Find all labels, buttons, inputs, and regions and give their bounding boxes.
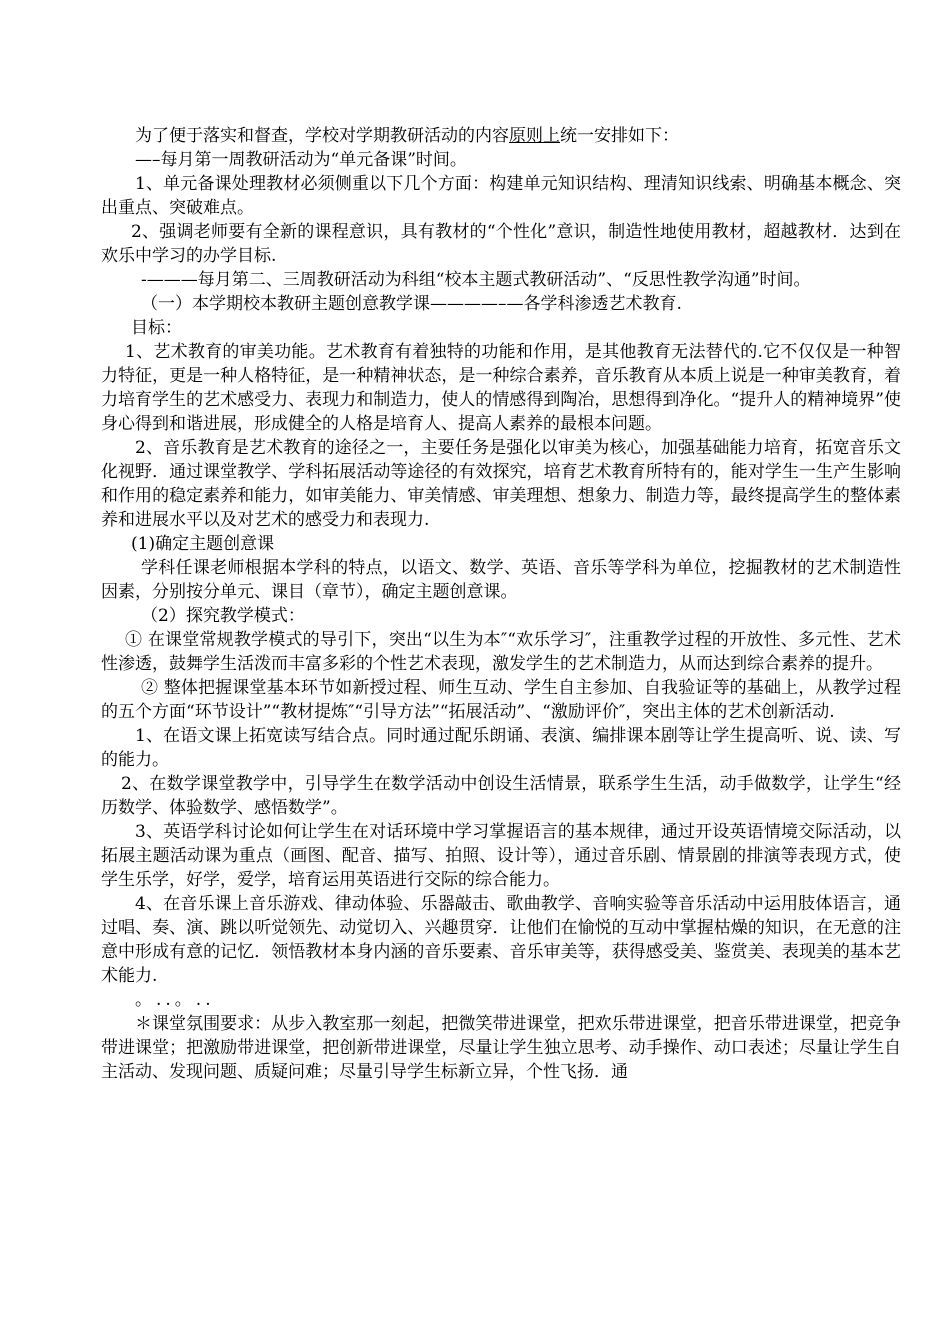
mode1-paragraph: ① 在课堂常规教学模式的导引下，突出“以生为本″“欢乐学习″，注重教学过程的开放性、多元性、艺术性渗透，鼓舞学生活泼而丰富多彩的个性艺术表现，激发学生的艺术制造力，从而达到综合素养的提升。 (101, 630, 901, 674)
week23-heading: -———每月第二、三周教研活动为科组“校本主题式教研活动”、“反思性教学沟通”时间。 (141, 270, 811, 290)
item1-paragraph: 1、单元备课处理教材必须侧重以下几个方面：构建单元知识结构、理清知识线索、明确基本概念、突出重点、突破难点。 (101, 174, 901, 218)
goal-heading: 目标： (131, 318, 182, 338)
goal1-paragraph: 1、艺术教育的审美功能。艺术教育有着独特的功能和作用，是其他教育无法替代的.它不仅仅是一种智力特征，更是一种人格特征，是一种精神状态，是一种综合素养，音乐教育从本质上说是一种审美教育，着力培育学生的艺术感受力、表现力和制造力，使人的情感得到陶冶，思想得到净化。“提升人的精神境界”使身心得到和谐进展，形成健全的人格是培育人、提高人素养的最根本问题。 (101, 342, 901, 434)
theme-heading: （一）本学期校本教研主题创意教学课————–—各学科渗透艺术教育. (141, 294, 682, 314)
music-class-paragraph: 4、在音乐课上音乐游戏、律动体验、乐器敲击、歌曲教学、音响实验等音乐活动中运用肢体语言，通过唱、奏、演、跳以听觉领先、动觉切入、兴趣贯穿．让他们在愉悦的互动中掌握枯燥的知识，在无意的注意中形成有意的记忆．领悟教材本身内涵的音乐要素、音乐审美等，获得感受美、鉴赏美、表现美的基本艺术能力. (101, 894, 901, 986)
chinese-class-paragraph: 1、在语文课上拓宽读写结合点。同时通过配乐朗诵、表演、编排课本剧等让学生提高听、说、读、写的能力。 (101, 726, 901, 770)
math-class-paragraph: 2、在数学课堂教学中，引导学生在数学活动中创设生活情景，联系学生生活，动手做数学，让学生“经历数学、体验数学、感悟数学”。 (101, 774, 901, 818)
english-class-paragraph: 3、英语学科讨论如何让学生在对话环境中学习掌握语言的基本规律，通过开设英语情境交际活动，以拓展主题活动课为重点（画图、配音、描写、拍照、设计等），通过音乐剧、情景剧的排演等表现方式，使学生乐学，好学，爱学，培育运用英语进行交际的综合能力。 (101, 822, 901, 890)
sub2-heading: （2）探究教学模式： (141, 606, 305, 626)
week1-heading: —–每月第一周教研活动为“单元备课”时间。 (135, 150, 467, 170)
sub1-paragraph: 学科任课老师根据本学科的特点，以语文、数学、英语、音乐等学科为单位，挖掘教材的艺术制造性因素，分别按分单元、课目（章节），确定主题创意课。 (101, 558, 901, 602)
sub1-heading: (1)确定主题创意课 (131, 534, 275, 554)
ellipsis-line: 。..。.. (135, 990, 215, 1010)
intro-underlined-term: 原则上 (509, 126, 560, 146)
goal2-paragraph: 2、音乐教育是艺术教育的途径之一，主要任务是强化以审美为核心，加强基础能力培育，拓宽音乐文化视野．通过课堂教学、学科拓展活动等途径的有效探究，培育艺术教育所特有的，能对学生一生产生影响和作用的稳定素养和能力，如审美能力、审美情感、审美理想、想象力、制造力等，最终提高学生的整体素养和进展水平以及对艺术的感受力和表现力. (101, 438, 901, 530)
intro-text-post: 统一安排如下： (560, 126, 679, 146)
document-page (101, 124, 901, 1084)
item2-paragraph: 2、强调老师要有全新的课程意识，具有教材的“个性化”意识，制造性地使用教材，超越教材．达到在欢乐中学习的办学目标. (101, 222, 901, 266)
intro-text-pre: 为了便于落实和督查，学校对学期教研活动的内容 (135, 126, 509, 146)
atmosphere-paragraph: ＊课堂氛围要求：从步入教室那一刻起，把微笑带进课堂，把欢乐带进课堂，把音乐带进课堂，把竞争带进课堂；把激励带进课堂，把创新带进课堂，尽量让学生独立思考、动手操作、动口表述；尽量让学生自主活动、发现问题、质疑问难；尽量引导学生标新立异，个性飞扬．通 (101, 1014, 901, 1082)
mode2-paragraph: ② 整体把握课堂基本环节如新授过程、师生互动、学生自主参加、自我验证等的基础上，从教学过程的五个方面“环节设计”“教材提炼″“引导方法”“拓展活动”、“激励评价″，突出主体的艺术创新活动. (101, 678, 901, 722)
intro-paragraph (101, 124, 901, 148)
